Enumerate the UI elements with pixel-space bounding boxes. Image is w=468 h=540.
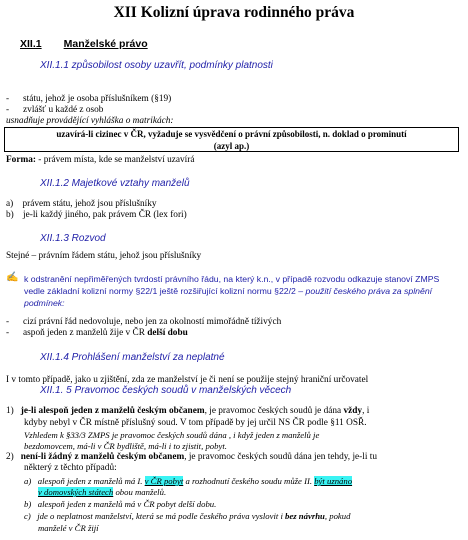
section-title: Manželské právo <box>63 38 148 50</box>
note-line: Vzhledem k §33/3 ZMPS je pravomoc českých soudů dána , i když jeden z manželů je <box>24 430 320 440</box>
matrika-box <box>4 127 459 152</box>
list-item: - zvlášť u každé z osob <box>6 105 104 115</box>
paragraph-line: některý z těchto případů: <box>24 463 117 473</box>
subsection-heading-5: XII.1. 5 Pravomoc českých soudů v manželských věcech <box>40 385 292 396</box>
matrika-note: usnadňuje provádějící vyhláška o matrikách: <box>6 116 174 126</box>
list-item: - státu, jehož je osoba příslušníkem (§19) <box>6 94 172 104</box>
subsection-heading-2: XII.1.2 Majetkové vztahy manželů <box>40 178 190 189</box>
list-item: a) právem státu, jehož jsou příslušníky <box>6 199 157 209</box>
rozvod-intro: Stejné – právním řádem státu, jehož jsou příslušníky <box>6 251 202 261</box>
note-line: vedle základní kolizní normy §22/1 ještě rozšiřující kolizní normu §22/2 – použití českého práva za splnění <box>24 286 433 296</box>
point-1: 1) je-li alespoň jeden z manželů českým občanem, je pravomoc českých soudů je dána vždy, i <box>6 406 370 416</box>
box-line: (azyl ap.) <box>213 140 250 151</box>
sub-item-b: b) alespoň jeden z manželů má v ČR pobyt delší dobu. <box>24 499 217 509</box>
paragraph-line: kdyby nebyl v ČR místně příslušný soud. V tom případě by jej určil NS ČR podle §11 OSŘ. <box>24 418 367 428</box>
sub-item-a-cont: v domovských státech obou manželů. <box>38 487 167 497</box>
subsection-heading-1: XII.1.1 způsobilost osoby uzavřít, podmínky platnosti <box>40 60 273 71</box>
list-item: - cizí právní řád nedovoluje, nebo jen za okolností mimořádně tíživých <box>6 317 282 327</box>
section-heading <box>20 38 148 50</box>
sub-item-c: c) jde o neplatnost manželství, která se má podle českého práva vyslovit i bez návrhu, pokud <box>24 511 351 521</box>
subsection-heading-3: XII.1.3 Rozvod <box>40 233 106 244</box>
note-line: bezdomovcem, má-li v ČR bydliště, má-li i to zjistit, pobyt. <box>24 441 227 451</box>
pencil-icon: ✍ <box>6 272 19 283</box>
box-line: uzavírá-li cizinec v ČR, vyžaduje se vysvědčení o právní způsobilosti, n. doklad o prominutí <box>56 129 407 139</box>
subsection-heading-4: XII.1.4 Prohlášení manželství za neplatné <box>40 352 225 363</box>
point-2: 2) není-li žádný z manželů českým občanem, je pravomoc českých soudů dána jen tehdy, je-li tu <box>6 452 377 462</box>
list-item: - aspoň jeden z manželů žije v ČR delší dobu <box>6 328 188 338</box>
note-line: podmínek: <box>24 298 65 308</box>
note-line: k odstranění nepřiměřených tvrdostí právního řádu, na který k.n., v případě rozvodu odkazuje stanoví ZMPS <box>24 274 440 284</box>
forma-line: Forma: - právem místa, kde se manželství uzavírá <box>6 155 195 165</box>
sub-item-c-cont: manželé v ČR žijí <box>38 523 99 533</box>
list-item: b) je-li každý jiného, pak právem ČR (lex fori) <box>6 210 187 220</box>
page-title: XII Kolizní úprava rodinného práva <box>113 4 355 21</box>
sub-item-a: a) alespoň jeden z manželů má I. v ČR pobyt a rozhodnutí českého soudu může II. být uznáno <box>24 476 353 486</box>
section-number: XII.1 <box>20 38 42 50</box>
paragraph-line: I v tomto případě, jako u zjištění, zda ze manželství je či není se použije stejný hraniční určovatel <box>6 375 369 385</box>
